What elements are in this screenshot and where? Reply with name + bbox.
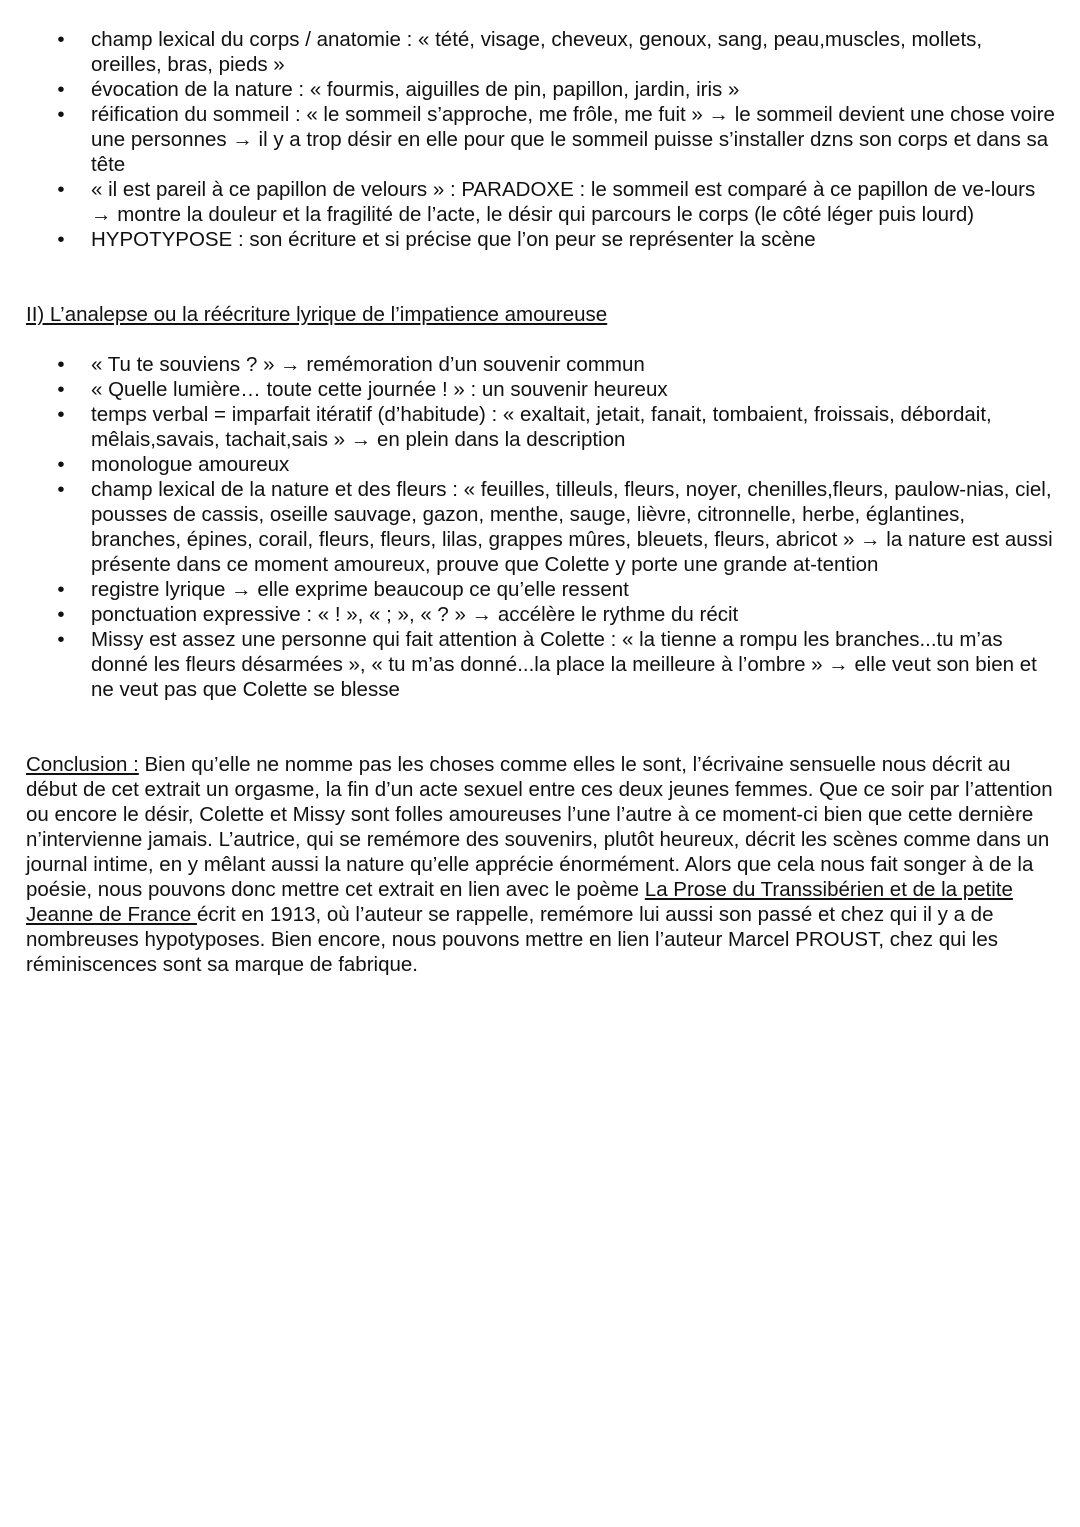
list-item-text: champ lexical du corps / anatomie : « tété, visage, cheveux, genoux, sang, peau,muscles, mollets, oreilles, bras, pieds »: [91, 28, 983, 76]
list-item: [26, 352, 1056, 377]
list-item-text: évocation de la nature : « fourmis, aiguilles de pin, papillon, jardin, iris »: [91, 78, 740, 101]
section-heading: II) L’analepse ou la réécriture lyrique de l’impatience amoureuse: [26, 303, 608, 326]
list-item: [26, 102, 1056, 177]
list-item-text: Missy est assez une personne qui fait attention à Colette : « la tienne a rompu les branches...tu m’as donné les fleurs désarmées », « tu m’as donné...la place la meilleure à l’ombre » → elle veut son bien et ne veut pas que Colette se blesse: [91, 628, 1037, 701]
list-analysis-part2: [26, 352, 1056, 702]
bullet-icon: •: [57, 28, 65, 51]
list-item: [26, 402, 1056, 452]
list-item: [26, 452, 1056, 477]
conclusion-paragraph: [26, 752, 1056, 977]
list-item: [26, 477, 1056, 577]
bullet-icon: •: [57, 228, 65, 251]
bullet-icon: •: [57, 628, 65, 651]
bullet-icon: •: [57, 353, 65, 376]
conclusion-text-before: Bien qu’elle ne nomme pas les choses comme elles le sont, l’écrivaine sensuelle nous décrit au début de cet extrait un orgasme, la fin d’un acte sexuel entre ces deux jeunes femmes. Que ce soir par l’attention ou encore le désir, Colette et Missy sont folles amoureuses l’une l’autre à ce moment-ci bien que cette dernière n’intervienne jamais. L’autrice, qui se remémore des souvenirs, plutôt heureux, décrit les scènes comme dans un journal intime, en y mêlant aussi la nature qu’elle apprécie énormément. Alors que cela nous fait songer à de la poésie, nous pouvons donc mettre cet extrait en lien avec le poème: [26, 753, 1053, 901]
bullet-icon: •: [57, 603, 65, 626]
list-item-text: « Tu te souviens ? » → remémoration d’un souvenir commun: [91, 353, 645, 376]
document-page: [26, 27, 1056, 998]
conclusion-label: Conclusion :: [26, 753, 139, 776]
list-item: [26, 77, 1056, 102]
list-item-text: réification du sommeil : « le sommeil s’approche, me frôle, me fuit » → le sommeil devient une chose voire une personnes → il y a trop désir en elle pour que le sommeil puisse s’installer dzns son corps et dans sa tête: [91, 103, 1055, 176]
list-item: [26, 602, 1056, 627]
list-analysis-part1: [26, 27, 1056, 252]
list-item-text: registre lyrique → elle exprime beaucoup ce qu’elle ressent: [91, 578, 629, 601]
list-item: [26, 227, 1056, 252]
bullet-icon: •: [57, 478, 65, 501]
bullet-icon: •: [57, 178, 65, 201]
list-item: [26, 177, 1056, 227]
list-item-text: « Quelle lumière… toute cette journée ! » : un souvenir heureux: [91, 378, 668, 401]
bullet-icon: •: [57, 453, 65, 476]
bullet-icon: •: [57, 578, 65, 601]
list-item: [26, 377, 1056, 402]
list-item-text: « il est pareil à ce papillon de velours » : PARADOXE : le sommeil est comparé à ce papillon de ve-lours → montre la douleur et la fragilité de l’acte, le désir qui parcours le corps (le côté léger puis lourd): [91, 178, 1036, 226]
list-item-text: HYPOTYPOSE : son écriture et si précise que l’on peur se représenter la scène: [91, 228, 816, 251]
bullet-icon: •: [57, 403, 65, 426]
list-item: [26, 627, 1056, 702]
list-item-text: champ lexical de la nature et des fleurs : « feuilles, tilleuls, fleurs, noyer, chenilles,fleurs, paulow-nias, ciel, pousses de cassis, oseille sauvage, gazon, menthe, sauge, lièvre, citronnelle, herbe, églantines, branches, épines, corail, fleurs, fleurs, lilas, grappes mûres, bleuets, fleurs, abricot » → la nature est aussi présente dans ce moment amoureux, prouve que Colette y porte une grande at-tention: [91, 478, 1053, 576]
list-item-text: temps verbal = imparfait itératif (d’habitude) : « exaltait, jetait, fanait, tombaient, froissais, débordait, mêlais,savais, tachait,sais » → en plein dans la description: [91, 403, 992, 451]
list-item: [26, 577, 1056, 602]
list-item: [26, 27, 1056, 77]
list-item-text: ponctuation expressive : « ! », « ; », « ? » → accélère le rythme du récit: [91, 603, 739, 626]
bullet-icon: •: [57, 78, 65, 101]
conclusion-text-after: écrit en 1913, où l’auteur se rappelle, remémore lui aussi son passé et chez qui il y a de nombreuses hypotyposes. Bien encore, nous pouvons mettre en lien l’auteur Marcel PROUST, chez qui les réminiscences sont sa marque de fabrique.: [26, 903, 998, 976]
list-item-text: monologue amoureux: [91, 453, 290, 476]
bullet-icon: •: [57, 378, 65, 401]
book-title-link[interactable]: La Prose du Transsibérien et de la petite Jeanne de France: [26, 878, 1013, 926]
bullet-icon: •: [57, 103, 65, 126]
